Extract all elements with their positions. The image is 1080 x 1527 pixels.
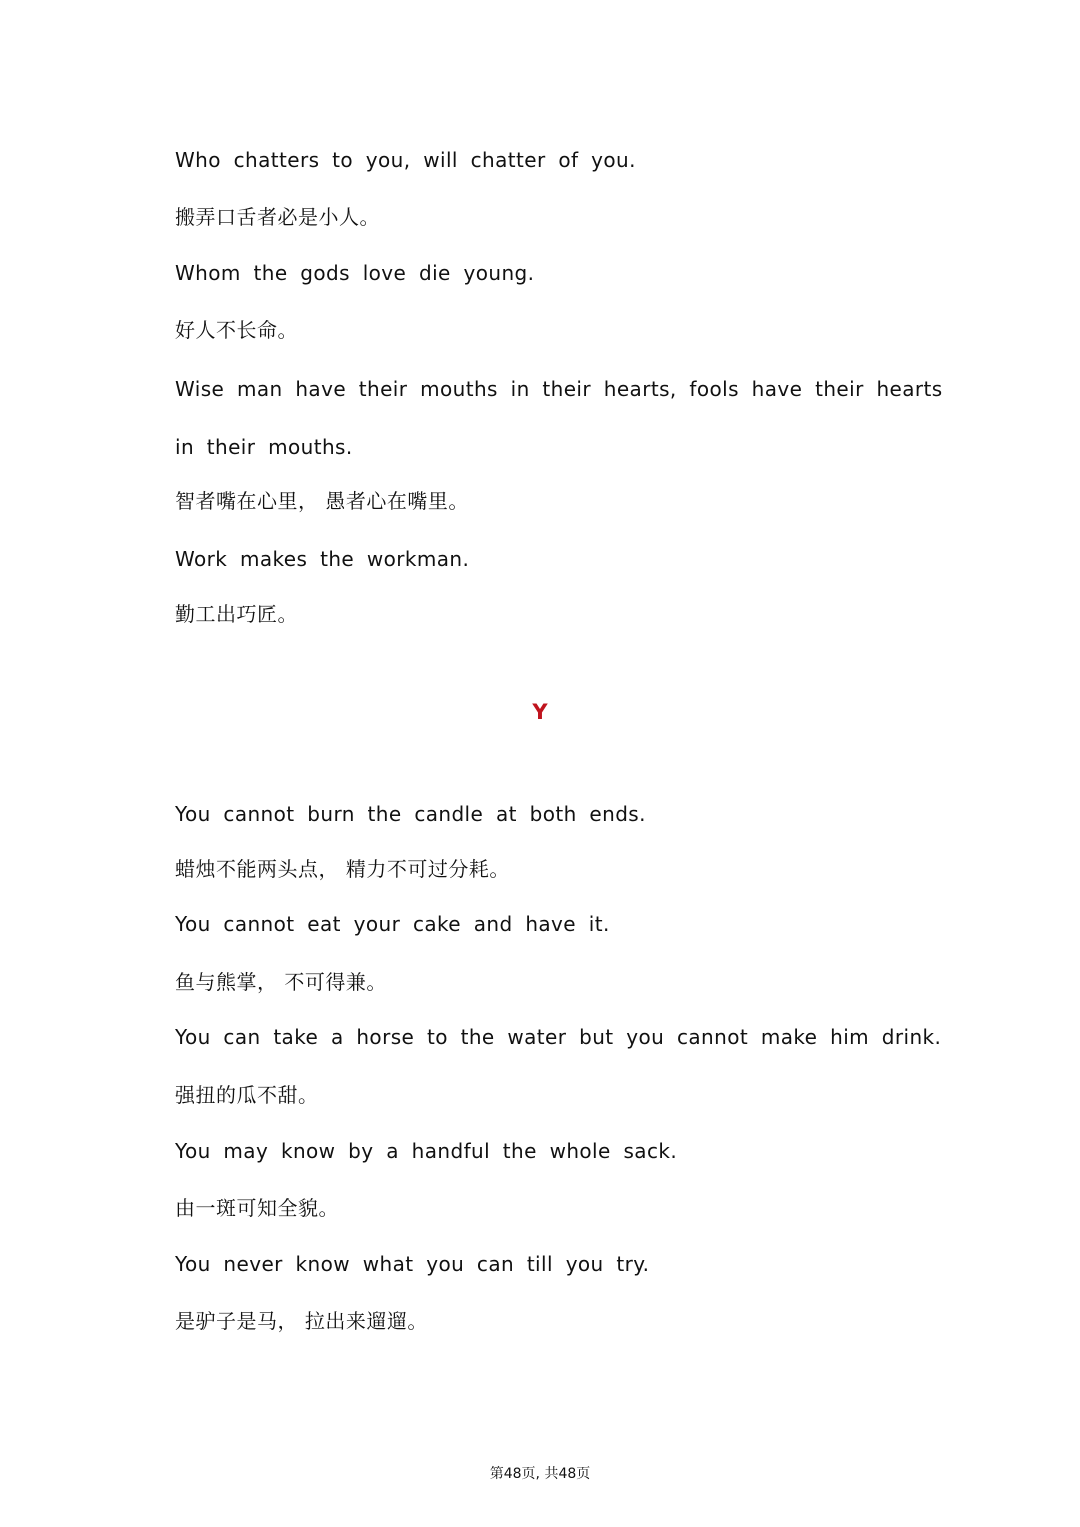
proverb-line-english: Wise man have their mouths in their hearts, fools have their hearts bbox=[175, 377, 943, 401]
proverb-line-english: You can take a horse to the water but you cannot make him drink. bbox=[175, 1025, 942, 1049]
proverb-line-chinese: 智者嘴在心里， 愚者心在嘴里。 bbox=[175, 489, 469, 513]
proverb-line-english-continued: in their mouths. bbox=[175, 435, 353, 459]
proverb-line-english: You cannot eat your cake and have it. bbox=[175, 912, 610, 936]
proverb-line-chinese: 好人不长命。 bbox=[175, 318, 298, 342]
proverb-line-english: You may know by a handful the whole sack. bbox=[175, 1139, 678, 1163]
proverb-line-chinese: 由一斑可知全貌。 bbox=[175, 1196, 339, 1220]
proverb-line-chinese: 勤工出巧匠。 bbox=[175, 602, 298, 626]
proverb-line-chinese: 鱼与熊掌， 不可得兼。 bbox=[175, 970, 387, 994]
section-letter-heading: Y bbox=[532, 700, 548, 724]
page-number-footer: 第48页, 共48页 bbox=[489, 1466, 591, 1482]
proverb-line-chinese: 蜡烛不能两头点， 精力不可过分耗。 bbox=[175, 857, 510, 881]
proverb-line-chinese: 是驴子是马， 拉出来遛遛。 bbox=[175, 1309, 428, 1333]
proverb-line-chinese: 搬弄口舌者必是小人。 bbox=[175, 205, 380, 229]
proverb-line-english: You never know what you can till you try. bbox=[175, 1252, 650, 1276]
proverb-line-english: Whom the gods love die young. bbox=[175, 261, 535, 285]
proverb-line-english: You cannot burn the candle at both ends. bbox=[175, 802, 646, 826]
proverb-line-chinese: 强扭的瓜不甜。 bbox=[175, 1083, 319, 1107]
proverb-line-english: Who chatters to you, will chatter of you. bbox=[175, 148, 636, 172]
proverb-line-english: Work makes the workman. bbox=[175, 547, 470, 571]
